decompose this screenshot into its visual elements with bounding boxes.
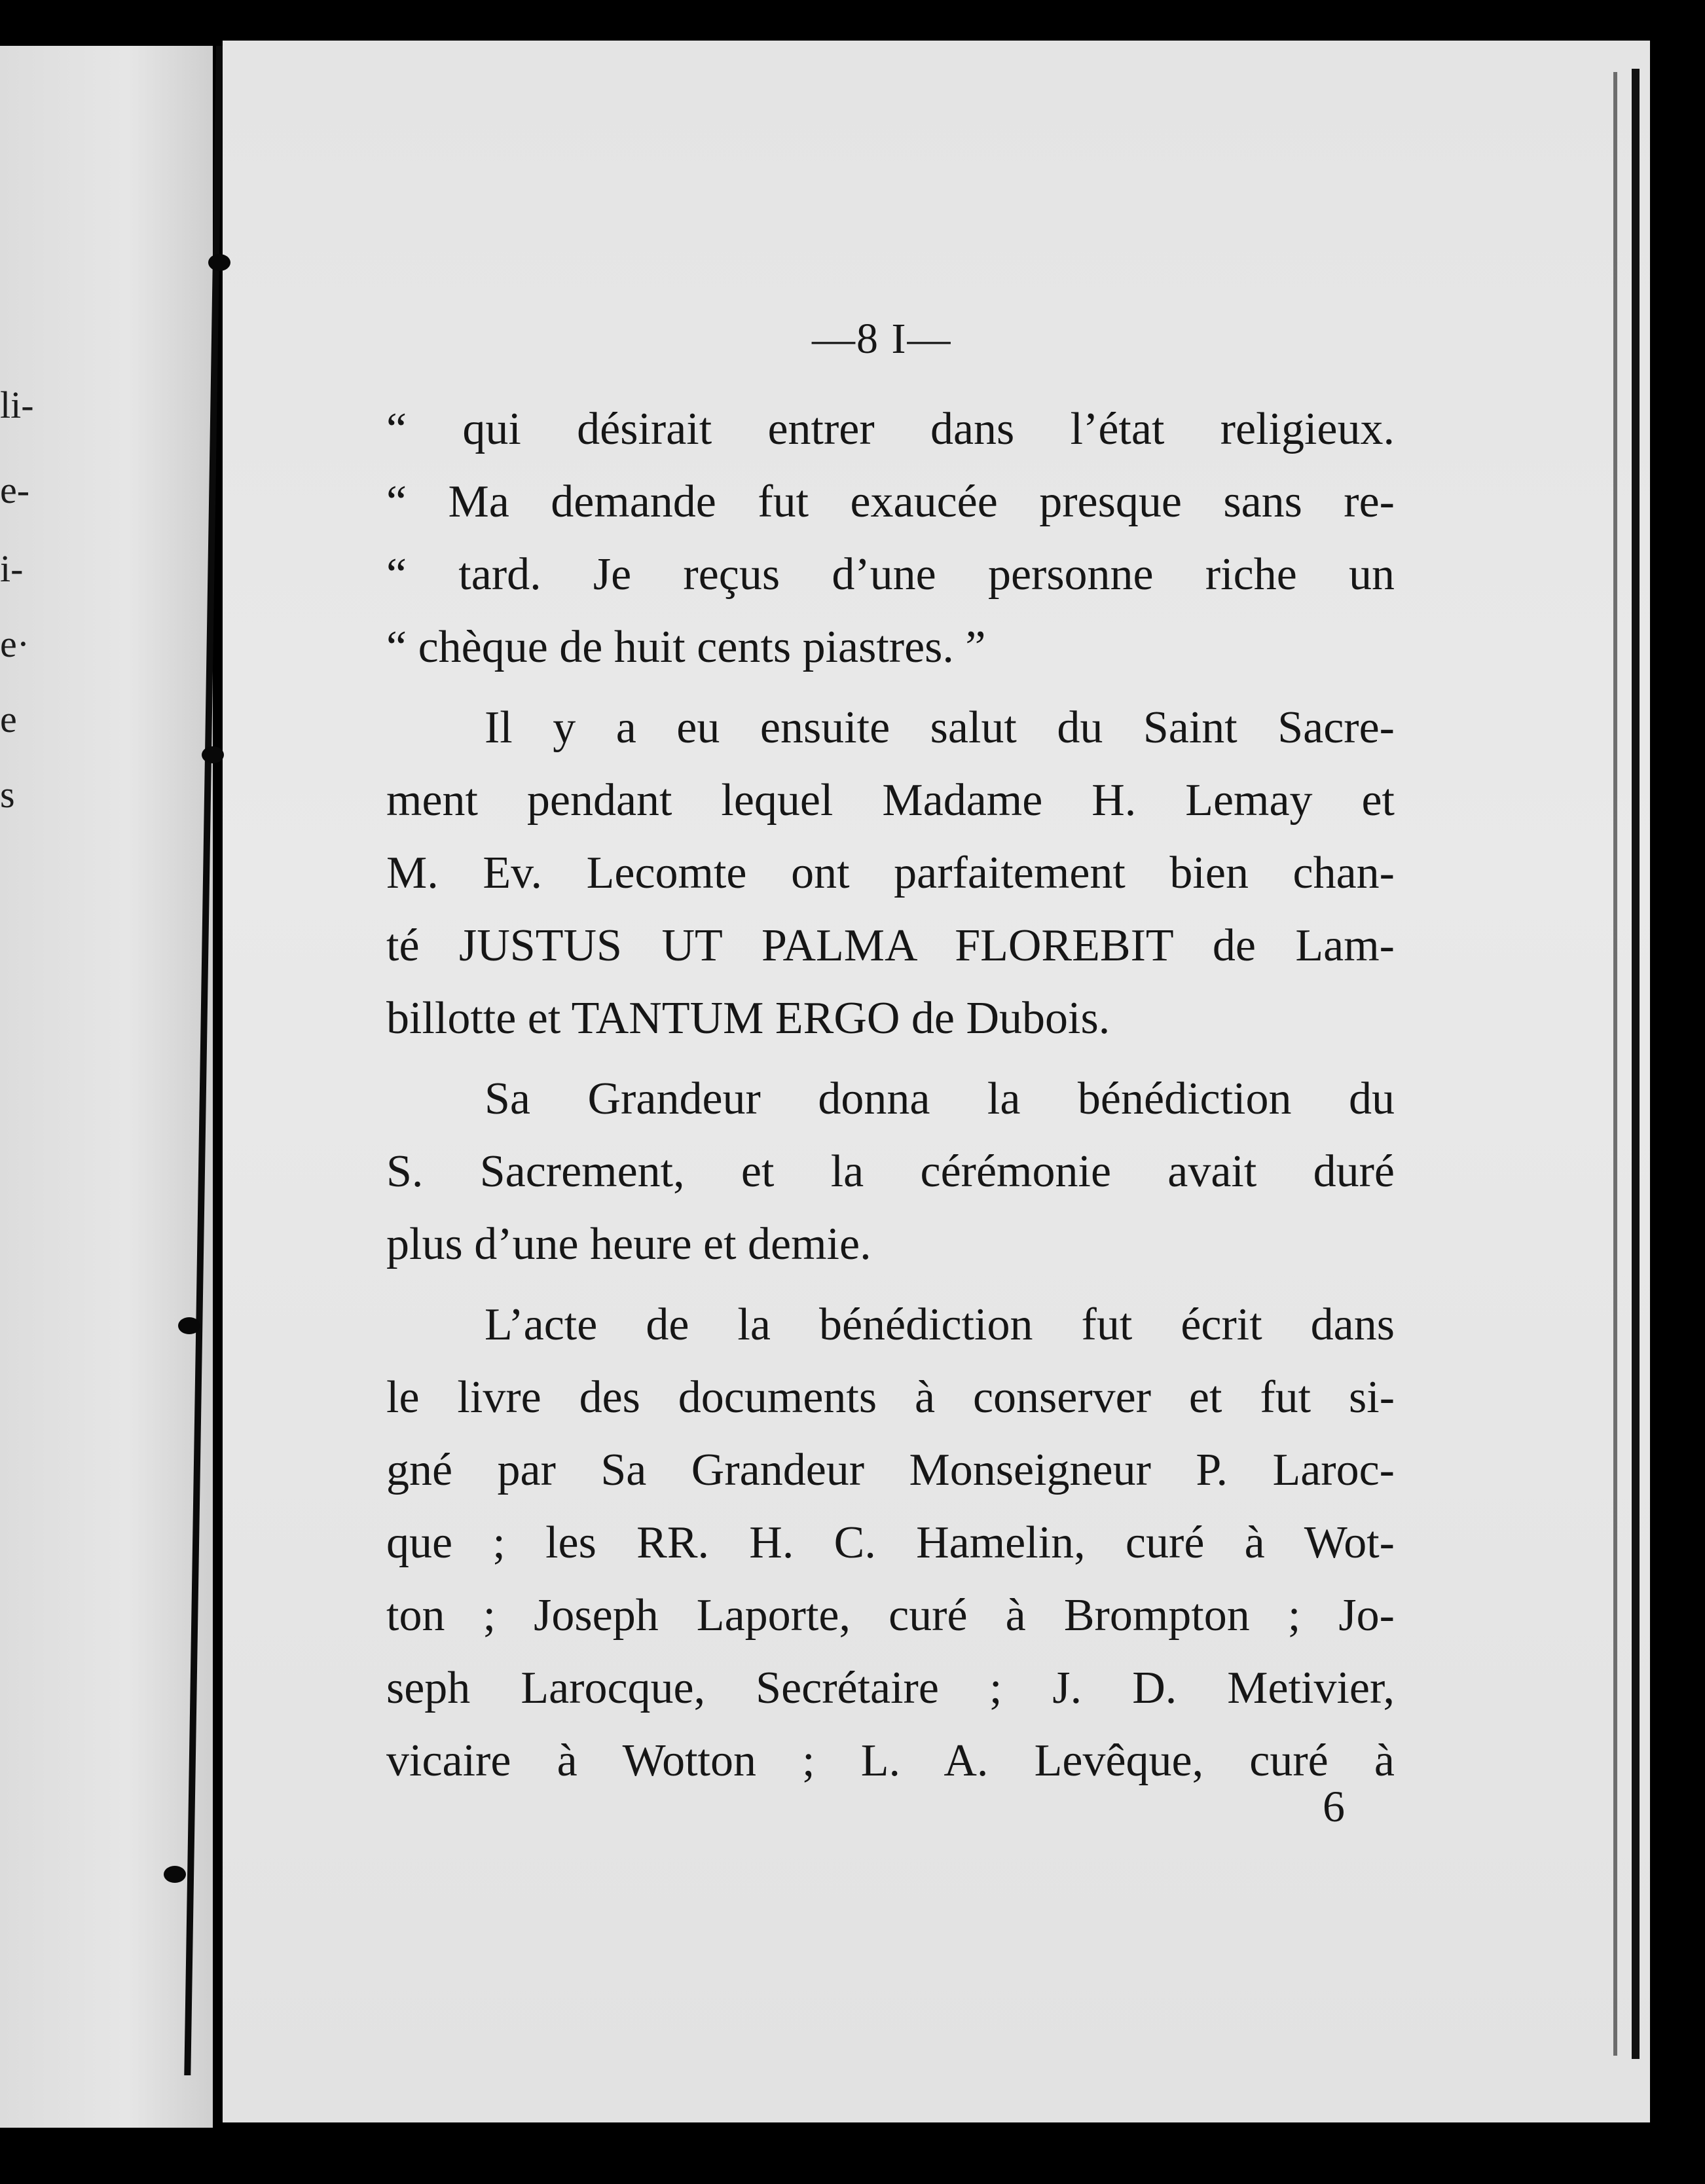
left-text-fragment: e- bbox=[0, 469, 30, 511]
text-line: que ; les RR. H. C. Hamelin, curé à Wot- bbox=[386, 1518, 1395, 1568]
text-line: “ qui désirait entrer dans l’état religieux. bbox=[386, 404, 1395, 454]
binding-stitch bbox=[202, 746, 224, 763]
left-text-fragment: i- bbox=[0, 547, 24, 590]
binding-stitch bbox=[208, 254, 230, 271]
text-line: “ chèque de huit cents piastres. ” bbox=[386, 622, 986, 672]
left-page-fragment bbox=[0, 46, 213, 2128]
body-text bbox=[386, 393, 1395, 1797]
text-line: ton ; Joseph Laporte, curé à Brompton ; Jo- bbox=[386, 1590, 1395, 1641]
text-line: plus d’une heure et demie. bbox=[386, 1219, 871, 1269]
page-edge bbox=[1632, 69, 1640, 2059]
text-line: L’acte de la bénédiction fut écrit dans bbox=[485, 1300, 1395, 1350]
signature-mark: 6 bbox=[1323, 1781, 1345, 1831]
left-text-fragment: e· bbox=[0, 623, 30, 665]
text-line: “ Ma demande fut exaucée presque sans re- bbox=[386, 477, 1395, 527]
text-line: ment pendant lequel Madame H. Lemay et bbox=[386, 775, 1395, 826]
text-line: billotte et TANTUM ERGO de Dubois. bbox=[386, 993, 1110, 1044]
text-line: seph Larocque, Secrétaire ; J. D. Metivier, bbox=[386, 1663, 1395, 1713]
left-text-fragment: li- bbox=[0, 384, 34, 426]
text-line: vicaire à Wotton ; L. A. Levêque, curé à bbox=[386, 1736, 1395, 1786]
binding-stitch bbox=[178, 1317, 200, 1334]
page-number: —8 I— bbox=[812, 315, 952, 363]
text-line: Sa Grandeur donna la bénédiction du bbox=[485, 1074, 1395, 1124]
text-line: Il y a eu ensuite salut du Saint Sacre- bbox=[485, 702, 1395, 753]
left-text-fragment: s bbox=[0, 773, 15, 816]
text-line: le livre des documents à conserver et fut si- bbox=[386, 1372, 1395, 1423]
text-line: M. Ev. Lecomte ont parfaitement bien chan- bbox=[386, 848, 1395, 898]
left-text-fragment: e bbox=[0, 698, 17, 740]
text-line: té JUSTUS UT PALMA FLOREBIT de Lam- bbox=[386, 920, 1395, 971]
text-line: S. Sacrement, et la cérémonie avait duré bbox=[386, 1146, 1395, 1197]
binding-stitch bbox=[164, 1866, 186, 1883]
page-edge-shadow bbox=[1613, 72, 1617, 2056]
text-line: gné par Sa Grandeur Monseigneur P. Laroc- bbox=[386, 1445, 1395, 1495]
text-line: “ tard. Je reçus d’une personne riche un bbox=[386, 549, 1395, 600]
